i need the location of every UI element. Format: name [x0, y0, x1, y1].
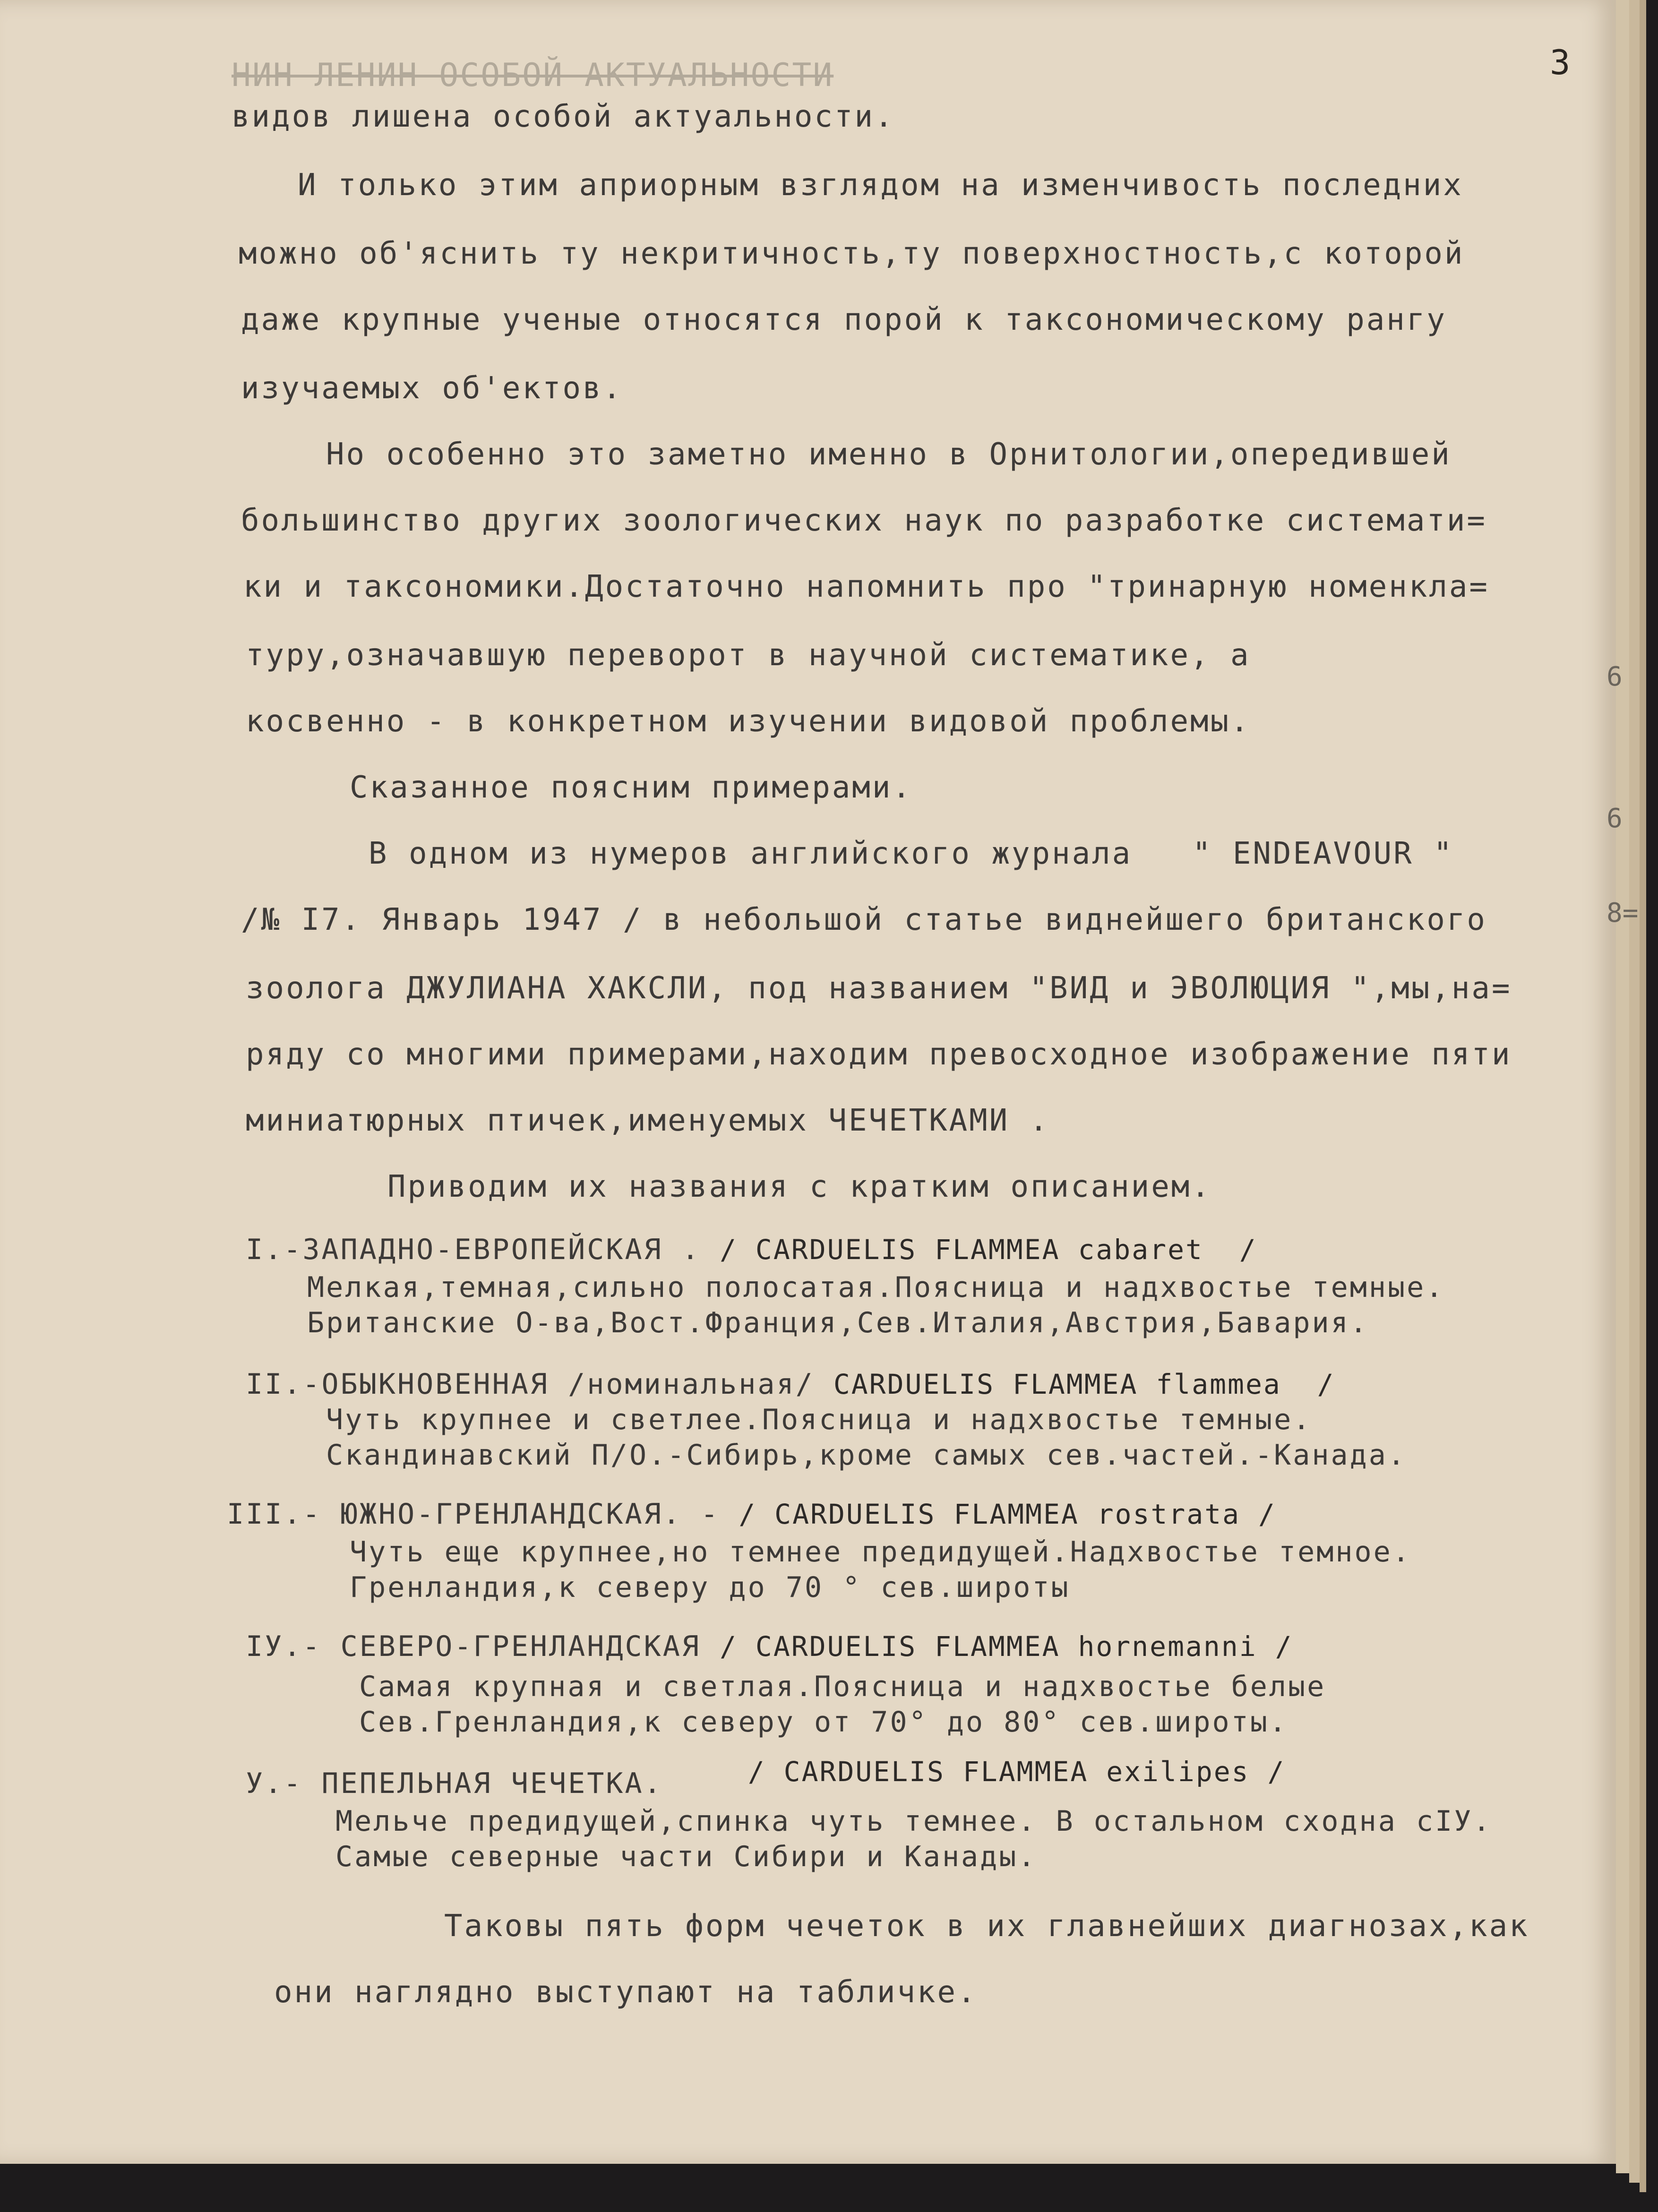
species-number: У. — [246, 1767, 284, 1800]
species-latin-name: CARDUELIS FLAMMEA flammea / — [833, 1368, 1335, 1400]
paper-edge — [1629, 0, 1640, 2183]
text-line: Таковы пять форм чечеток в их главнейших диагнозах,как — [444, 1909, 1529, 1944]
text-line: можно об'яснить ту некритичность,ту поверхностность,с которой — [239, 236, 1465, 271]
struck-header-text: НИН ЛЕНИН ОСОБОЙ АКТУАЛЬНОСТИ — [232, 57, 834, 94]
species-name: - СЕВЕРО-ГРЕНЛАНДСКАЯ — [302, 1630, 701, 1663]
text-line: косвенно - в конкретном изучении видовой проблемы. — [246, 704, 1251, 739]
margin-mark: 8= — [1606, 898, 1639, 928]
page-number: 3 — [1550, 43, 1571, 82]
text-line: Приводим их названия с кратким описанием. — [387, 1169, 1211, 1204]
species-range: Гренландия,к северу до 70 ° сев.широты — [350, 1571, 1070, 1604]
species-latin-name: / CARDUELIS FLAMMEA exilipes / — [747, 1756, 1286, 1788]
text-line: В одном из нумеров английского журнала " ENDEAVOUR " — [369, 836, 1454, 871]
text-line: миниатюрных птичек,именуемых ЧЕЧЕТКАМИ . — [246, 1103, 1050, 1138]
species-number: IУ. — [246, 1630, 303, 1663]
species-range: Британские О-ва,Вост.Франция,Сев.Италия,Австрия,Бавария. — [307, 1306, 1369, 1339]
species-range: Сев.Гренландия,к северу от 70° до 80° сев.широты. — [359, 1706, 1289, 1739]
paper-edge — [1640, 0, 1646, 2192]
text-line: туру,означавшую переворот в научной систематике, а — [246, 638, 1251, 673]
species-range: Самые северные части Сибири и Канады. — [335, 1840, 1037, 1873]
species-description: Мелкая,темная,сильно полосатая.Поясница и надхвостье темные. — [307, 1271, 1445, 1304]
text-line: большинство других зоологических наук по разработке системати= — [241, 503, 1487, 538]
species-name: - ЮЖНО-ГРЕНЛАНДСКАЯ. - — [302, 1498, 720, 1531]
text-line: /№ I7. Январь 1947 / в небольшой статье виднейшего британского — [241, 902, 1487, 937]
species-name: -ЗАПАДНО-ЕВРОПЕЙСКАЯ . — [283, 1233, 701, 1266]
species-latin-name: / CARDUELIS FLAMMEA cabaret / — [720, 1234, 1257, 1266]
text-line: даже крупные ученые относятся порой к таксономическому рангу — [241, 302, 1447, 337]
species-latin-name: / CARDUELIS FLAMMEA hornemanni / — [720, 1630, 1293, 1663]
species-description: Чуть еще крупнее,но темнее предидущей.Надхвостье темное. — [350, 1535, 1411, 1569]
species-entry-2 — [246, 1368, 1335, 1401]
text-line: они наглядно выступают на табличке. — [274, 1975, 978, 2010]
species-latin-name: / CARDUELIS FLAMMEA rostrata / — [739, 1498, 1276, 1530]
text-line: ки и таксономики.Достаточно напомнить про "тринарную номенкла= — [243, 569, 1489, 604]
species-entry-5 — [246, 1756, 1286, 1800]
species-number: I. — [246, 1233, 284, 1266]
text-line: видов лишена особой актуальности. — [232, 99, 895, 134]
species-description: Чуть крупнее и светлее.Поясница и надхвостье темные. — [326, 1403, 1312, 1436]
text-line: Сказанное поясним примерами. — [350, 770, 912, 805]
text-line: ряду со многими примерами,находим превосходное изображение пяти — [246, 1037, 1512, 1072]
species-entry-3 — [227, 1498, 1276, 1531]
paper-edge — [1616, 0, 1629, 2173]
species-name: - ПЕПЕЛЬНАЯ ЧЕЧЕТКА. — [283, 1767, 663, 1800]
species-description: Самая крупная и светлая.Поясница и надхвостье белые — [359, 1670, 1326, 1703]
species-range: Скандинавский П/О.-Сибирь,кроме самых сев.частей.-Канада. — [326, 1439, 1407, 1472]
text-line: изучаемых об'ектов. — [241, 371, 623, 406]
species-number: II. — [246, 1368, 303, 1401]
species-entry-1 — [246, 1233, 1257, 1266]
text-line: И только этим априорным взглядом на изменчивость последних — [298, 168, 1463, 203]
margin-mark: 6 — [1606, 803, 1623, 834]
margin-mark: 6 — [1606, 661, 1623, 692]
species-name: -ОБЫКНОВЕННАЯ /номинальная/ — [302, 1368, 815, 1401]
species-entry-4 — [246, 1630, 1293, 1663]
species-description: Мельче предидущей,спинка чуть темнее. В остальном сходна сIУ. — [335, 1805, 1492, 1838]
text-line: Но особенно это заметно именно в Орнитологии,опередившей — [326, 437, 1452, 472]
species-number: III. — [227, 1498, 303, 1531]
text-line: зоолога ДЖУЛИАНА ХАКСЛИ, под названием "ВИД и ЭВОЛЮЦИЯ ",мы,на= — [246, 971, 1512, 1006]
